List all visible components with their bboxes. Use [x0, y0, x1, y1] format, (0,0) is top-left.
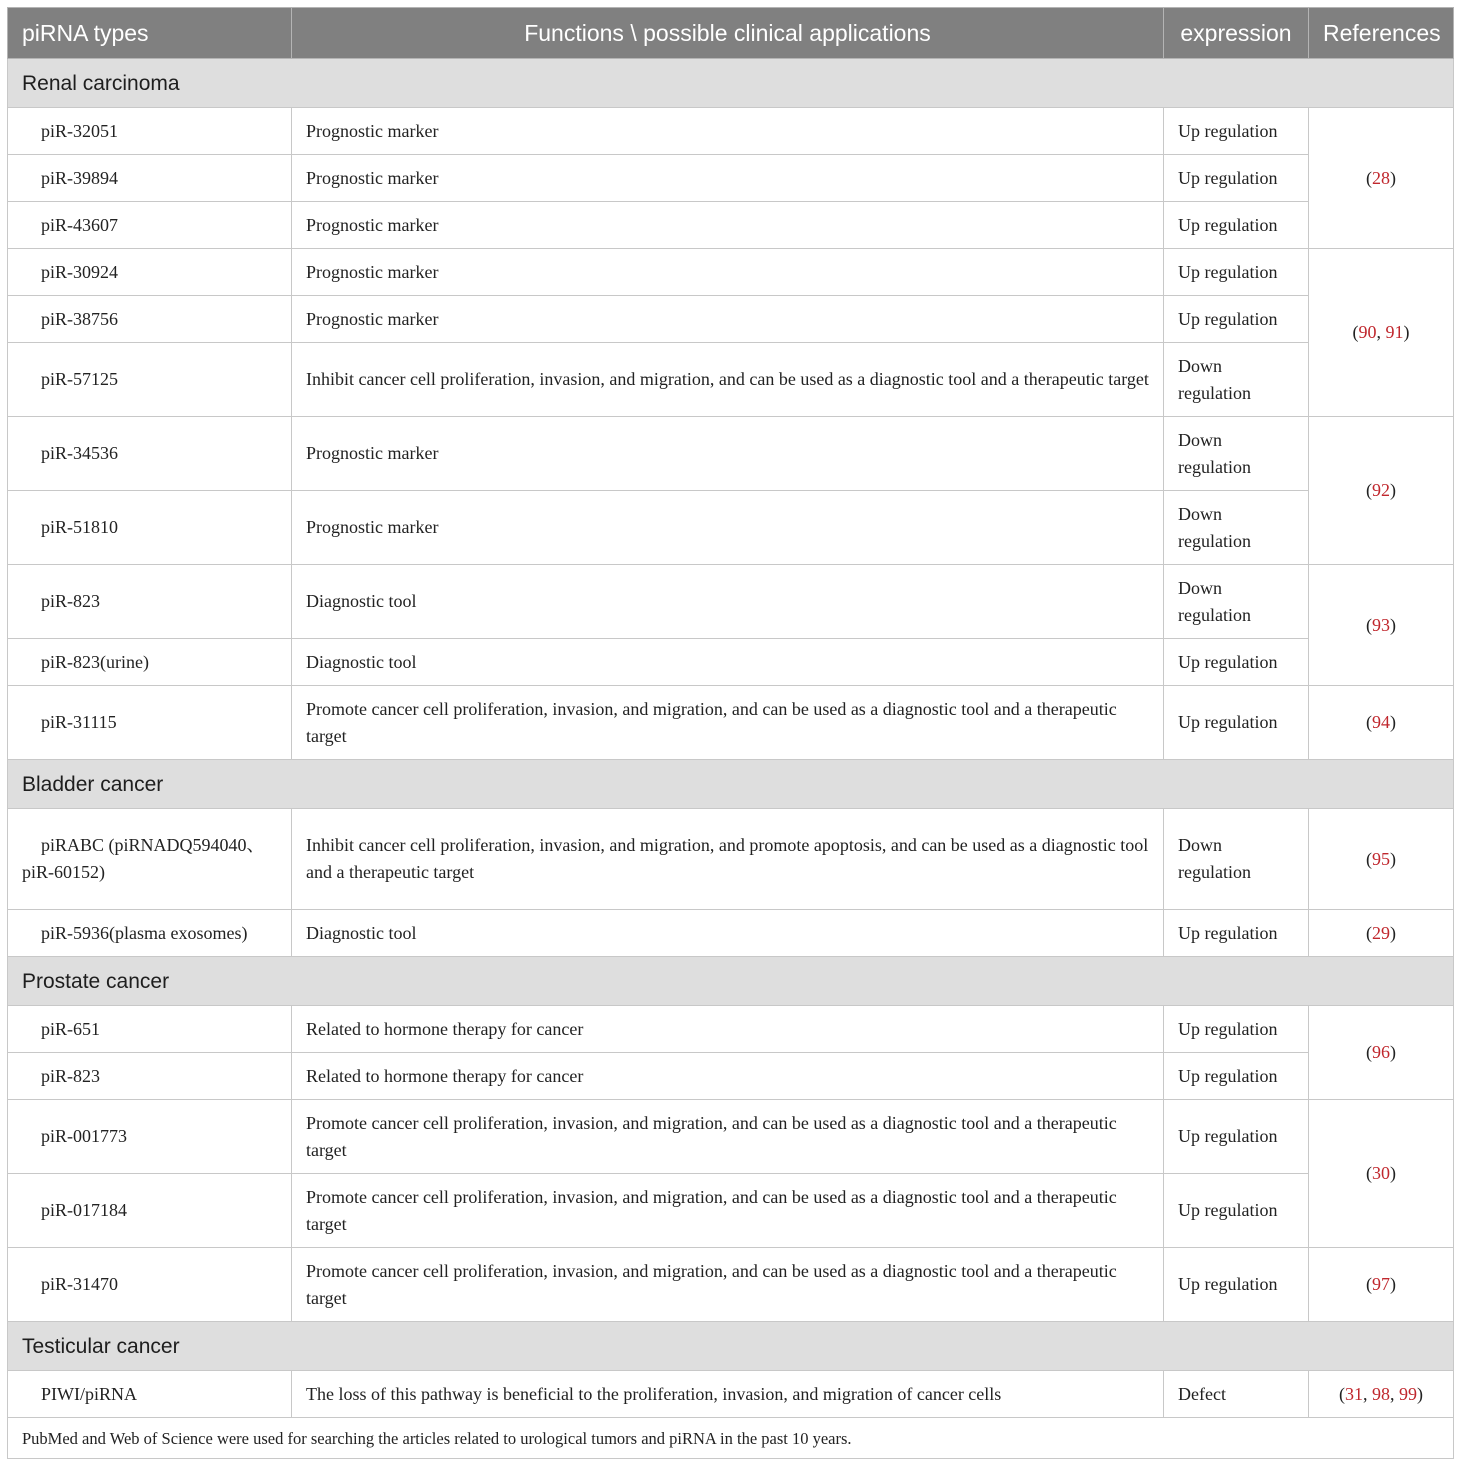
expression-cell: Up regulation — [1164, 1248, 1309, 1322]
expression-cell: Up regulation — [1164, 1100, 1309, 1174]
section-bladder-cancer: Bladder cancer — [8, 760, 1454, 809]
reference-open-paren: ( — [1366, 167, 1372, 188]
function-cell: Prognostic marker — [292, 249, 1164, 296]
function-cell: Promote cancer cell proliferation, invasion, and migration, and can be used as a diagnostic tool and a therapeutic target — [292, 1100, 1164, 1174]
pirna-name: piR-651 — [8, 1006, 292, 1053]
expression-cell: Down regulation — [1164, 417, 1309, 491]
table-row — [8, 155, 1454, 202]
function-cell: Diagnostic tool — [292, 639, 1164, 686]
function-cell: Inhibit cancer cell proliferation, invasion, and migration, and can be used as a diagnostic tool and a therapeutic target — [292, 343, 1164, 417]
reference-open-paren: ( — [1366, 922, 1372, 943]
reference-cell — [1309, 565, 1454, 686]
section-prostate-cancer: Prostate cancer — [8, 957, 1454, 1006]
expression-cell: Up regulation — [1164, 155, 1309, 202]
pirna-table — [7, 7, 1454, 1459]
function-cell: Prognostic marker — [292, 155, 1164, 202]
pirna-name: piR-51810 — [8, 491, 292, 565]
table-row — [8, 1006, 1454, 1053]
reference-open-paren: ( — [1339, 1383, 1345, 1404]
reference-cell — [1309, 108, 1454, 249]
reference-cell — [1309, 1100, 1454, 1248]
expression-cell: Down regulation — [1164, 565, 1309, 639]
citation-link[interactable]: 98 — [1372, 1383, 1390, 1404]
citation-link[interactable]: 93 — [1372, 614, 1390, 635]
pirna-name: piR-823 — [8, 1053, 292, 1100]
pirna-name: piR-823(urine) — [8, 639, 292, 686]
function-cell: Prognostic marker — [292, 491, 1164, 565]
table-row — [8, 639, 1454, 686]
reference-close-paren: ) — [1417, 1383, 1423, 1404]
citation-link[interactable]: 97 — [1372, 1274, 1390, 1294]
reference-close-paren: ) — [1390, 614, 1396, 635]
table-row — [8, 1100, 1454, 1174]
function-cell: Prognostic marker — [292, 202, 1164, 249]
table-row — [8, 686, 1454, 760]
pirna-name: PIWI/piRNA — [8, 1371, 292, 1418]
function-cell: Diagnostic tool — [292, 910, 1164, 957]
reference-open-paren: ( — [1366, 1163, 1372, 1183]
function-cell: Prognostic marker — [292, 296, 1164, 343]
footnote-row — [8, 1418, 1454, 1459]
expression-cell: Down regulation — [1164, 491, 1309, 565]
pirna-name: piR-43607 — [8, 202, 292, 249]
section-row — [8, 760, 1454, 809]
expression-cell: Down regulation — [1164, 809, 1309, 910]
table-row — [8, 249, 1454, 296]
citation-link[interactable]: 29 — [1372, 922, 1390, 943]
function-cell: The loss of this pathway is beneficial to the proliferation, invasion, and migration of cancer cells — [292, 1371, 1164, 1418]
reference-open-paren: ( — [1366, 848, 1372, 869]
table-row — [8, 809, 1454, 910]
expression-cell: Defect — [1164, 1371, 1309, 1418]
reference-cell — [1309, 910, 1454, 957]
function-cell: Diagnostic tool — [292, 565, 1164, 639]
reference-separator: , — [1363, 1383, 1372, 1404]
reference-close-paren: ) — [1390, 922, 1396, 943]
pirna-name: piR-57125 — [8, 343, 292, 417]
table-row — [8, 343, 1454, 417]
section-testicular-cancer: Testicular cancer — [8, 1322, 1454, 1371]
expression-cell: Up regulation — [1164, 202, 1309, 249]
citation-link[interactable]: 92 — [1372, 480, 1390, 500]
header-row — [8, 8, 1454, 59]
function-cell: Related to hormone therapy for cancer — [292, 1053, 1164, 1100]
function-cell: Inhibit cancer cell proliferation, invasion, and migration, and promote apoptosis, and can be used as a diagnostic tool and a therapeutic target — [292, 809, 1164, 910]
table-row — [8, 1174, 1454, 1248]
section-row — [8, 957, 1454, 1006]
pirna-name: piR-38756 — [8, 296, 292, 343]
expression-cell: Up regulation — [1164, 1053, 1309, 1100]
table-row — [8, 108, 1454, 155]
reference-close-paren: ) — [1390, 848, 1396, 869]
pirna-name: piR-34536 — [8, 417, 292, 491]
reference-close-paren: ) — [1390, 712, 1396, 732]
pirna-name: piR-5936(plasma exosomes) — [8, 910, 292, 957]
citation-link[interactable]: 94 — [1372, 712, 1390, 732]
reference-close-paren: ) — [1390, 1042, 1396, 1062]
reference-close-paren: ) — [1403, 322, 1410, 342]
pirna-name: piR-30924 — [8, 249, 292, 296]
expression-cell: Up regulation — [1164, 1006, 1309, 1053]
pirna-name: piR-32051 — [8, 108, 292, 155]
expression-cell: Up regulation — [1164, 296, 1309, 343]
citation-link[interactable]: 99 — [1399, 1383, 1417, 1404]
reference-cell — [1309, 249, 1454, 417]
header-pirna-types: piRNA types — [8, 8, 292, 59]
reference-cell — [1309, 686, 1454, 760]
section-row — [8, 59, 1454, 108]
function-cell: Related to hormone therapy for cancer — [292, 1006, 1164, 1053]
reference-open-paren: ( — [1366, 712, 1372, 732]
reference-close-paren: ) — [1390, 167, 1396, 188]
reference-cell — [1309, 1248, 1454, 1322]
expression-cell: Up regulation — [1164, 108, 1309, 155]
citation-link[interactable]: 30 — [1372, 1163, 1390, 1183]
function-cell: Promote cancer cell proliferation, invasion, and migration, and can be used as a diagnostic tool and a therapeutic target — [292, 1174, 1164, 1248]
citation-link[interactable]: 31 — [1345, 1383, 1363, 1404]
pirna-name: piR-39894 — [8, 155, 292, 202]
expression-cell: Up regulation — [1164, 686, 1309, 760]
header-functions: Functions \ possible clinical applications — [292, 8, 1164, 59]
pirna-name: piR-823 — [8, 565, 292, 639]
expression-cell: Down regulation — [1164, 343, 1309, 417]
expression-cell: Up regulation — [1164, 1174, 1309, 1248]
function-cell: Prognostic marker — [292, 417, 1164, 491]
reference-open-paren: ( — [1366, 480, 1372, 500]
section-renal-carcinoma: Renal carcinoma — [8, 59, 1454, 108]
reference-separator: , — [1376, 322, 1386, 342]
expression-cell: Up regulation — [1164, 639, 1309, 686]
table-row — [8, 1053, 1454, 1100]
citation-link[interactable]: 90 — [1358, 322, 1377, 342]
reference-open-paren: ( — [1366, 614, 1372, 635]
reference-close-paren: ) — [1390, 480, 1396, 500]
table-row — [8, 1248, 1454, 1322]
table-row — [8, 910, 1454, 957]
reference-open-paren: ( — [1352, 322, 1359, 342]
section-row — [8, 1322, 1454, 1371]
table-row — [8, 417, 1454, 491]
table-footnote: PubMed and Web of Science were used for searching the articles related to urological tumors and piRNA in the past 10 years. — [8, 1418, 1454, 1459]
citation-link[interactable]: 95 — [1372, 848, 1390, 869]
header-expression: expression — [1164, 8, 1309, 59]
function-cell: Promote cancer cell proliferation, invasion, and migration, and can be used as a diagnostic tool and a therapeutic target — [292, 686, 1164, 760]
expression-cell: Up regulation — [1164, 910, 1309, 957]
table-row — [8, 565, 1454, 639]
reference-cell — [1309, 809, 1454, 910]
reference-close-paren: ) — [1390, 1274, 1396, 1294]
citation-link[interactable]: 28 — [1372, 167, 1390, 188]
pirna-name: piR-31115 — [8, 686, 292, 760]
function-cell: Promote cancer cell proliferation, invasion, and migration, and can be used as a diagnostic tool and a therapeutic target — [292, 1248, 1164, 1322]
reference-open-paren: ( — [1366, 1274, 1372, 1294]
reference-open-paren: ( — [1366, 1042, 1372, 1062]
table-row — [8, 491, 1454, 565]
reference-cell — [1309, 1006, 1454, 1100]
reference-cell — [1309, 1371, 1454, 1418]
pirna-name: piR-31470 — [8, 1248, 292, 1322]
citation-link[interactable]: 91 — [1385, 322, 1404, 342]
pirna-name: piR-017184 — [8, 1174, 292, 1248]
table-row — [8, 202, 1454, 249]
table-row — [8, 296, 1454, 343]
expression-cell: Up regulation — [1164, 249, 1309, 296]
function-cell: Prognostic marker — [292, 108, 1164, 155]
header-references: References — [1309, 8, 1454, 59]
reference-cell — [1309, 417, 1454, 565]
reference-close-paren: ) — [1390, 1163, 1396, 1183]
reference-separator: , — [1390, 1383, 1399, 1404]
citation-link[interactable]: 96 — [1372, 1042, 1390, 1062]
pirna-name: piR-001773 — [8, 1100, 292, 1174]
table-row — [8, 1371, 1454, 1418]
pirna-name: piRABC (piRNADQ594040、piR-60152) — [8, 809, 292, 910]
